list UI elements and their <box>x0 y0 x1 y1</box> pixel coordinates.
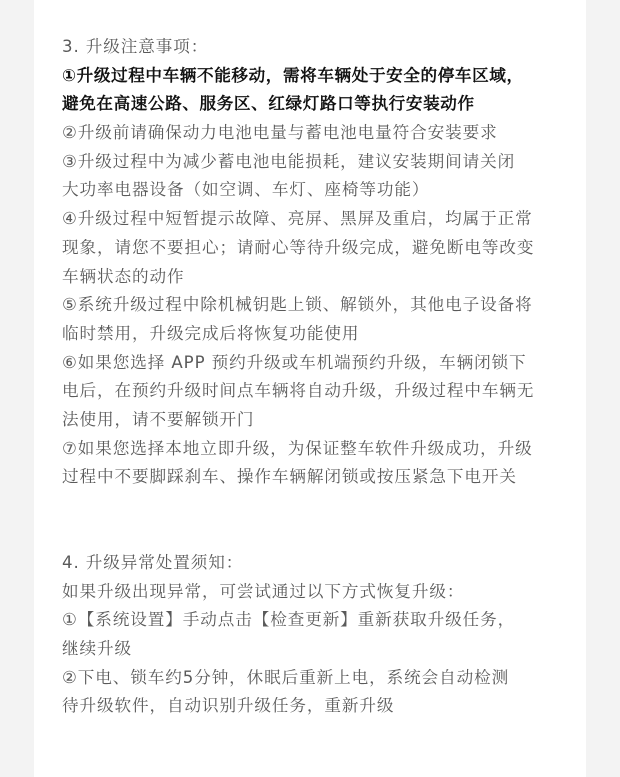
section-3-title: 3. 升级注意事项： <box>62 37 209 56</box>
document-content <box>62 33 562 721</box>
text-line: ①升级过程中车辆不能移动，需将车辆处于安全的停车区域， <box>62 65 524 85</box>
text-line: 电后，在预约升级时间点车辆将自动升级，升级过程中车辆无 <box>62 381 535 401</box>
text-line: ①【系统设置】手动点击【检查更新】重新获取升级任务， <box>62 610 516 630</box>
section-4-title: 4. 升级异常处置须知： <box>62 553 244 572</box>
section-4-body <box>62 578 562 721</box>
text-line: ②升级前请确保动力电池电量与蓄电池电量符合安装要求 <box>62 123 498 143</box>
text-line: ⑦如果您选择本地立即升级，为保证整车软件升级成功，升级 <box>62 438 533 458</box>
text-line: ②下电、锁车约5分钟，休眠后重新上电，系统会自动检测 <box>62 667 510 687</box>
text-line: 继续升级 <box>62 639 132 659</box>
text-line: 车辆状态的动作 <box>62 266 185 286</box>
text-line: 临时禁用，升级完成后将恢复功能使用 <box>62 323 360 343</box>
text-line: ④升级过程中短暂提示故障、亮屏、黑屏及重启，均属于正常 <box>62 209 533 229</box>
section-gap <box>62 492 562 549</box>
text-line: 大功率电器设备（如空调、车灯、座椅等功能） <box>62 180 430 200</box>
text-line: 如果升级出现异常，可尝试通过以下方式恢复升级： <box>62 581 465 601</box>
text-line: ⑤系统升级过程中除机械钥匙上锁、解锁外，其他电子设备将 <box>62 295 533 315</box>
text-line: 待升级软件，自动识别升级任务，重新升级 <box>62 696 395 716</box>
text-line: ⑥如果您选择 APP 预约升级或车机端预约升级，车辆闭锁下 <box>62 352 527 372</box>
text-line: ③升级过程中为减少蓄电池电能损耗，建议安装期间请关闭 <box>62 151 516 171</box>
text-line: 现象，请您不要担心；请耐心等待升级完成，避免断电等改变 <box>62 237 535 257</box>
text-line: 法使用，请不要解锁开门 <box>62 409 255 429</box>
section-3-body <box>62 62 562 492</box>
text-line: 过程中不要脚踩刹车、操作车辆解闭锁或按压紧急下电开关 <box>62 467 517 487</box>
text-line: 避免在高速公路、服务区、红绿灯路口等执行安装动作 <box>62 94 475 114</box>
document-page <box>34 0 586 777</box>
